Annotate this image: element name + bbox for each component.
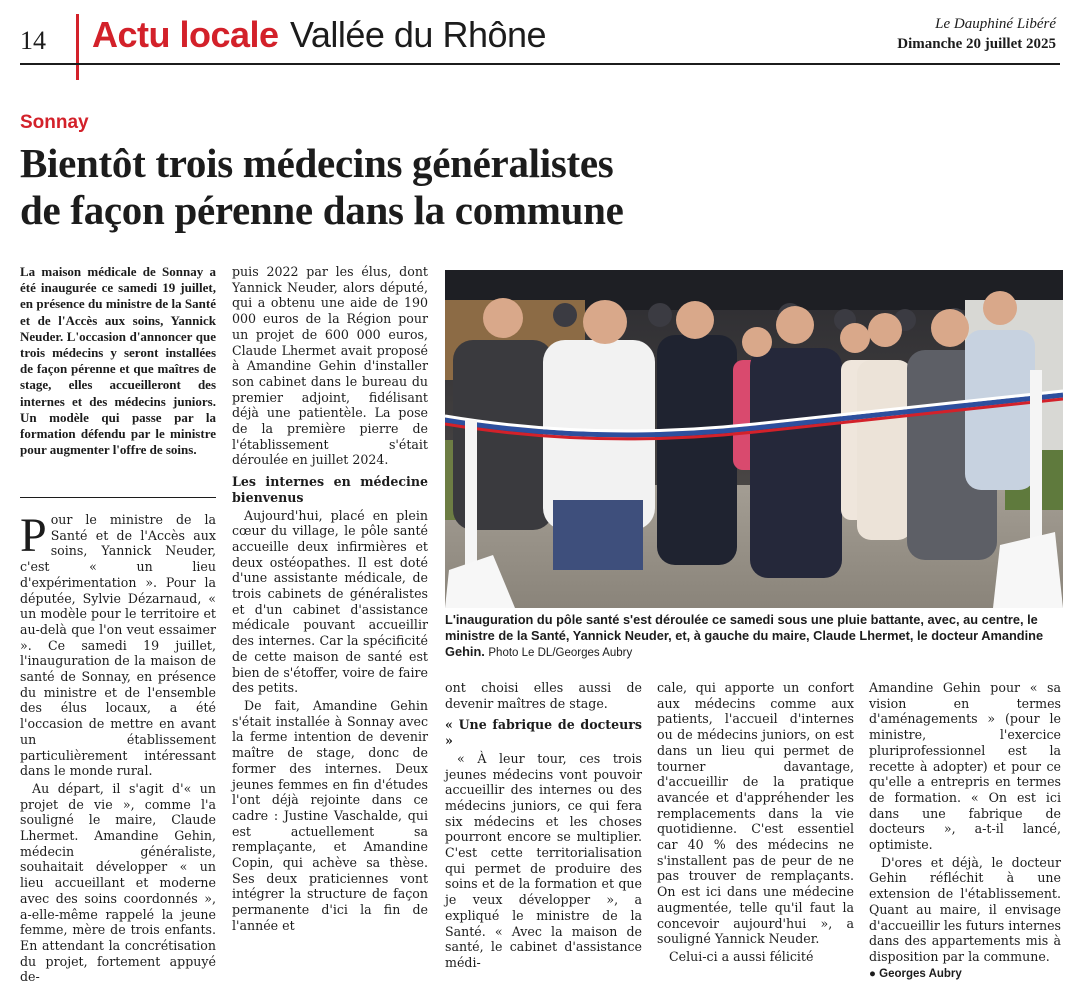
col5-paragraph-1: Amandine Gehin pour « sa vision en termes d'aménagements » (pour le ministre, l'exercice pluriprofessionnel est la recette à adopter) et pour ce qu'elle a entrepris en termes de formation. « On est ici dans une fabrique de docteurs », a-t-il lancé, optimiste.: [869, 680, 1061, 853]
col3-paragraph-2: « À leur tour, ces trois jeunes médecins vont pouvoir accueillir des internes ou des médecins juniors, ce qui fera six médecins et les choses pourront encore se multiplier. C'est cette territorialisation qui permet de produire des soins et de la formation et que je veux développer », a expliqué le ministre de la Santé. « Avec la maison de santé, le cabinet d'assistance médi-: [445, 750, 642, 970]
photo-caption: [445, 612, 1063, 661]
article-headline: [20, 140, 1060, 234]
inauguration-photo: [445, 270, 1063, 608]
author-signature: ● Georges Aubry: [869, 967, 962, 980]
subheading-interns: Les internes en médecine bienvenus: [232, 474, 428, 505]
col5-paragraph-2: D'ores et déjà, le docteur Gehin réfléchit à une extension de l'établissement. Quant au maire, il envisage d'accueillir les futurs internes dans des appartements mis à disposition par la commune.: [869, 854, 1061, 964]
caption-text: L'inauguration du pôle santé s'est déroulée ce samedi sous une pluie battante, avec, au centre, le ministre de la Santé, Yannick Neuder, et, à gauche du maire, Claude Lhermet, le docteur Amandine Gehin.: [445, 612, 1044, 659]
drop-cap: P: [20, 509, 47, 562]
col2-paragraph-3: De fait, Amandine Gehin s'était installée à Sonnay avec la ferme intention de devenir maître de stage, donc de former des internes. Deux jeunes femmes en fin d'études l'ont déjà rejointe dans ce cadre : Justine Vaschalde, qui est actuellement sa remplaçante, et Amandine Copin, qui achève sa thèse. Ses deux praticiennes vont intégrer la structure de façon permanente d'ici la fin de l'année et: [232, 697, 428, 933]
article-column-5: [869, 680, 1061, 984]
article-column-2: [232, 264, 428, 936]
article-column-3: [445, 680, 642, 973]
article-lead: [20, 264, 216, 460]
headline-line-1: Bientôt trois médecins généralistes: [20, 140, 614, 186]
col3-paragraph-1: ont choisi elles aussi de devenir maîtres de stage.: [445, 680, 642, 711]
photo-illustration: [445, 270, 1063, 608]
col2-paragraph-2: Aujourd'hui, placé en plein cœur du village, le pôle santé accueille deux infirmières et deux ostéopathes. Il est doté d'une assistante médicale, de trois cabinets de généralistes et d'un cabinet d'assistance médicale pouvant accueillir des internes. Car la spécificité de cette maison de santé est bien de s'étoffer, voire de faire des petits.: [232, 507, 428, 696]
header-divider: [76, 14, 79, 80]
article-kicker: Sonnay: [20, 112, 89, 133]
col4-paragraph-2: Celui-ci a aussi félicité: [669, 948, 814, 964]
issue-date: Dimanche 20 juillet 2025: [897, 36, 1056, 52]
col1-paragraph-1: our le ministre de la Santé et de l'Accès aux soins, Yannick Neuder, c'est « un lieu d'expérimentation ». Pour la députée, Sylvie Dézarnaud, « un modèle pour le territoire et au-delà que l'on veut essaimer ». Ce samedi 19 juillet, l'inauguration de la maison de santé de Sonnay, en présence du ministre et de l'ensemble des élus locaux, a été l'occasion de mettre en avant un établissement particulièrement intéressant dans le monde rural.: [20, 512, 216, 779]
lead-text: La maison médicale de Sonnay a été inaugurée ce samedi 19 juillet, en présence du ministre de la Santé et de l'Accès aux soins, Yannick Neuder. L'occasion d'annoncer que trois médecins y seront installées de façon pérenne et que maîtres de stage, elles accueilleront des internes et des médecins juniors. Un modèle qui passe par la formation défendu par le ministre pour augmenter l'offre de soins.: [20, 264, 216, 458]
article-column-1: [20, 509, 216, 987]
col4-paragraph-1: cale, qui apporte un confort aux médecins comme aux patients, l'accueil d'internes ou de médecins juniors, on est dans un lieu qui permet de tourner davantage, d'accueillir de la pratique avancée et d'appréhender les remplacements dans la vie quotidienne. C'est essentiel car 40 % des médecins ne s'installent pas de peur de ne pas trouver de remplaçants. On est ici dans une médecine augmentée, telle qu'il faut la concevoir aujourd'hui », a souligné Yannick Neuder.: [657, 680, 854, 947]
section-title: Actu locale: [92, 14, 279, 55]
subheading-fabrique: « Une fabrique de docteurs »: [445, 717, 642, 749]
newspaper-name: Le Dauphiné Libéré: [935, 16, 1056, 32]
header-rule: [20, 63, 1060, 65]
page-number: 14: [20, 26, 46, 55]
lead-rule: [20, 497, 216, 498]
article-column-4: [657, 680, 854, 967]
col2-paragraph-1: puis 2022 par les élus, dont Yannick Neuder, alors député, qui a obtenu une aide de 190 000 euros de la Région pour un projet de 600 000 euros, Claude Lhermet avait proposé à Amandine Gehin d'installer son cabinet dans le bureau du premier adjoint, fidélisant déjà une patientèle. La pose de la première pierre de l'établissement s'était déroulée en juillet 2024.: [232, 264, 428, 468]
region-title: Vallée du Rhône: [290, 14, 547, 55]
col1-paragraph-2: Au départ, il s'agit d'« un projet de vie », comme l'a souligné le maire, Claude Lhermet. Amandine Gehin, médecin généraliste, souhaitait développer « un lieu accueillant et moderne avec des soins coordonnés », a-elle-même rappelé la jeune femme, mère de trois enfants. En attendant la concrétisation du projet, fortement appuyé de-: [20, 780, 216, 985]
headline-line-2: de façon pérenne dans la commune: [20, 187, 624, 233]
photo-credit: Photo Le DL/Georges Aubry: [488, 647, 633, 659]
